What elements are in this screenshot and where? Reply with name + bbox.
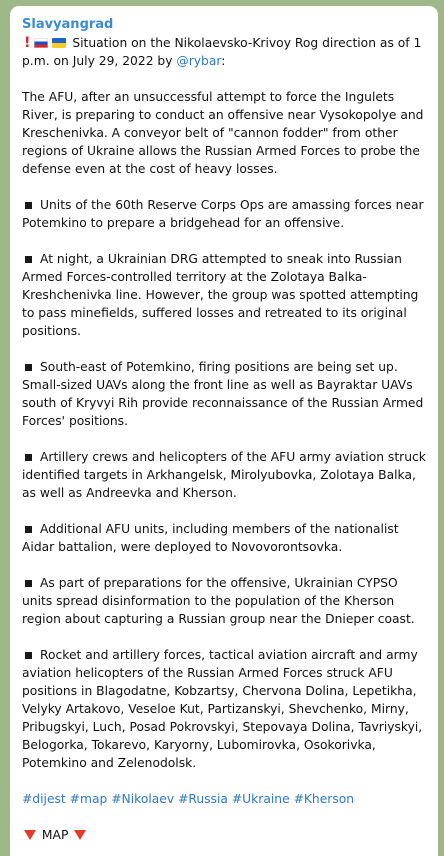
hashtag-link[interactable]: #Nikolaev <box>111 792 175 806</box>
black-square-icon <box>25 454 32 461</box>
bullet-text: Additional AFU units, including members of the nationalist Aidar battalion, were deployed to Novovorontsovka. <box>22 522 399 554</box>
bullet-paragraph <box>22 358 426 430</box>
black-square-icon <box>25 580 32 587</box>
bullet-text: At night, a Ukrainian DRG attempted to sneak into Russian Armed Forces-controlled territory at the Zolotaya Balka-Kreshchenivka line. However, the group was spotted attempting to pass minefields, suffered losses and retreated to its original positions. <box>22 252 419 338</box>
bullet-paragraph <box>22 520 426 556</box>
ukraine-flag-icon <box>52 38 66 48</box>
message-bubble <box>10 6 438 856</box>
hashtag-link[interactable]: #Ukraine <box>231 792 290 806</box>
exclamation-icon: ! <box>24 35 31 51</box>
red-triangle-down-icon <box>24 830 36 840</box>
black-square-icon <box>25 526 32 533</box>
hashtag-link[interactable]: #map <box>69 792 108 806</box>
hashtag-link[interactable]: #dijest <box>22 792 66 806</box>
hashtag-link[interactable]: #Russia <box>178 792 228 806</box>
hashtag-line <box>22 790 426 808</box>
black-square-icon <box>25 652 32 659</box>
black-square-icon <box>25 364 32 371</box>
intro-paragraph: The AFU, after an unsuccessful attempt to force the Ingulets River, is preparing to conduct an offensive near Vysokopolye and Kreschenivka. A conveyor belt of "cannon fodder" from other regions of Ukraine allows the Russian Armed Forces to probe the defense even at the cost of heavy losses. <box>22 90 424 176</box>
bullet-paragraph <box>22 646 426 772</box>
hashtag-link[interactable]: #Kherson <box>293 792 355 806</box>
russia-flag-icon <box>34 38 48 48</box>
headline-tail: : <box>221 54 226 68</box>
post-headline <box>22 34 426 70</box>
bullet-paragraph <box>22 448 426 502</box>
headline-text: Situation on the Nikolaevsko-Krivoy Rog direction as of 1 p.m. on July 29, 2022 by <box>22 36 422 68</box>
channel-name[interactable]: Slavyangrad <box>22 17 114 32</box>
author-mention-link[interactable]: @rybar <box>176 54 222 68</box>
bullet-text: Units of the 60th Reserve Corps Ops are amassing forces near Potemkino to prepare a bridgehead for an offensive. <box>22 198 424 230</box>
bullet-paragraph <box>22 196 426 232</box>
map-label: MAP <box>41 828 69 842</box>
bullet-text: South-east of Potemkino, firing positions are being set up. Small-sized UAVs along the front line as well as Bayraktar UAVs south of Kryvyi Rih provide reconnaissance of the Russian Armed Forces' positions. <box>22 360 424 428</box>
bullet-text: As part of preparations for the offensive, Ukrainian CYPSO units spread disinformation to the population of the Kherson region about capturing a Russian group near the Dnieper coast. <box>22 576 415 626</box>
bullet-paragraph <box>22 574 426 628</box>
bullet-text: Rocket and artillery forces, tactical aviation aircraft and army aviation helicopters of the Russian Armed Forces struck AFU positions in Blagodatne, Kobzartsy, Chervona Dolina, Lepetikha, Velyky Artakovo, Veseloe Kut, Partizanskyi, Shevchenko, Mirny, Pribugskyi, Luch, Posad Pokrovskyi, Stepovaya Dolina, Tavriyskyi, Belogorka, Tokarevo, Karyorny, Lubomirovka, Osokorivka, Potemkino and Zelenodolsk. <box>22 648 423 770</box>
black-square-icon <box>25 202 32 209</box>
bullet-text: Artillery crews and helicopters of the AFU army aviation struck identified targets in Arkhangelsk, Mirolyubovka, Zolotaya Balka, as well as Andreevka and Kherson. <box>22 450 426 500</box>
map-footer <box>22 826 426 844</box>
red-triangle-down-icon <box>74 830 86 840</box>
black-square-icon <box>25 256 32 263</box>
bullet-paragraph <box>22 250 426 340</box>
